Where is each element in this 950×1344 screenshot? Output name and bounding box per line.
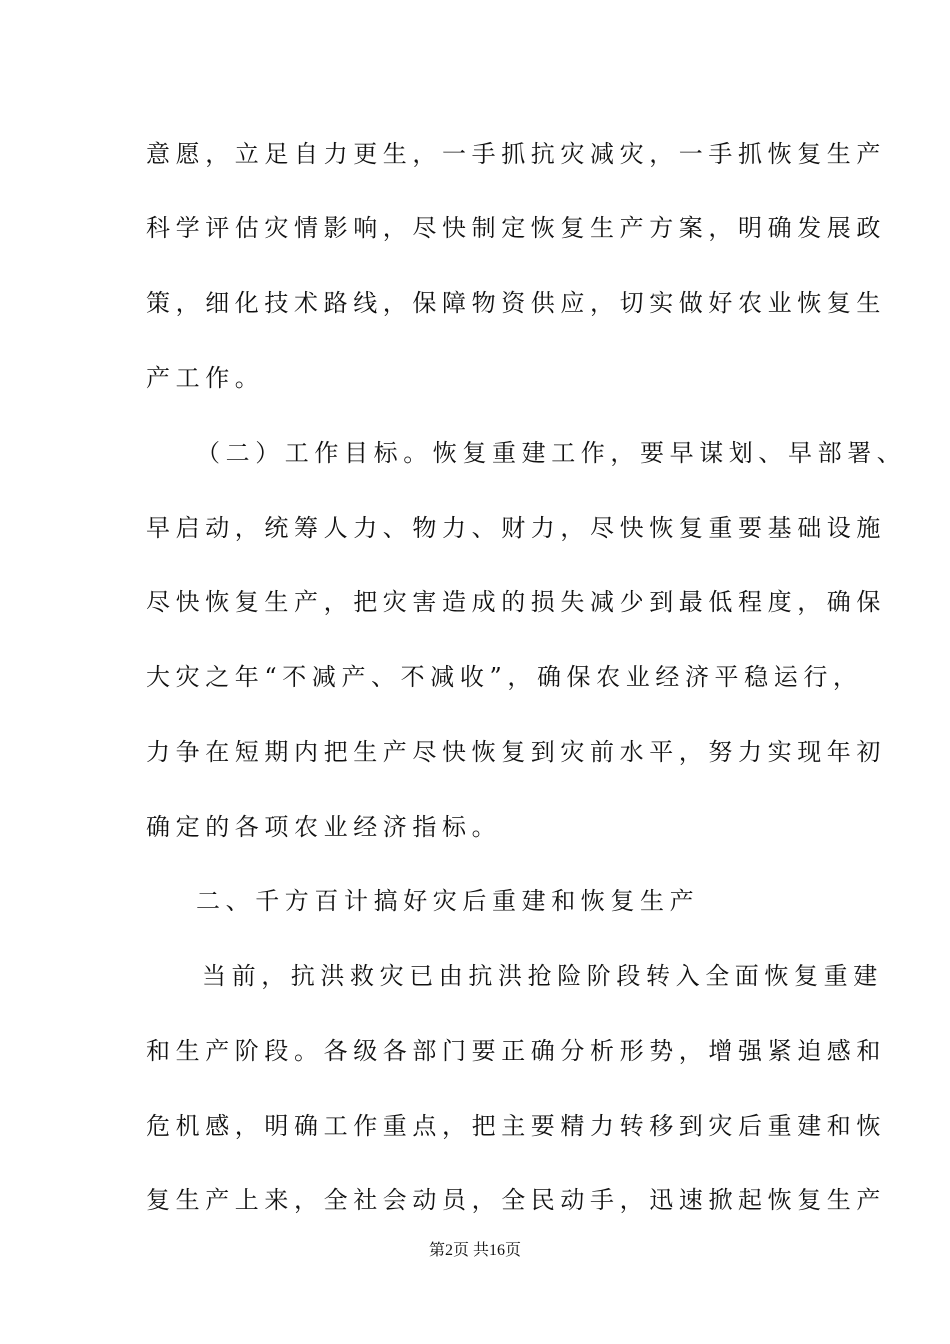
- body-line-10: 确定的各项农业经济指标。: [146, 813, 502, 841]
- body-line-7: 尽快恢复生产，把灾害造成的损失减少到最低程度，确保: [146, 588, 886, 616]
- body-line-5: （二）工作目标。恢复重建工作，要早谋划、早部署、: [196, 439, 907, 467]
- section-heading: 二、千方百计搞好灾后重建和恢复生产: [196, 887, 700, 915]
- body-line-1: 意愿，立足自力更生，一手抓抗灾减灾，一手抓恢复生产: [146, 140, 886, 168]
- body-line-15: 复生产上来，全社会动员，全民动手，迅速掀起恢复生产: [146, 1186, 886, 1214]
- body-line-13: 和生产阶段。各级各部门要正确分析形势，增强紧迫感和: [146, 1037, 886, 1065]
- body-line-8: 大灾之年“不减产、不减收”，确保农业经济平稳运行，: [146, 663, 863, 691]
- body-line-3: 策，细化技术路线，保障物资供应，切实做好农业恢复生: [146, 289, 886, 317]
- body-line-2: 科学评估灾情影响，尽快制定恢复生产方案，明确发展政: [146, 214, 886, 242]
- body-line-14: 危机感，明确工作重点，把主要精力转移到灾后重建和恢: [146, 1112, 886, 1140]
- body-line-6: 早启动，统筹人力、物力、财力，尽快恢复重要基础设施: [146, 514, 886, 542]
- body-line-9: 力争在短期内把生产尽快恢复到灾前水平，努力实现年初: [146, 738, 886, 766]
- body-line-12: 当前，抗洪救灾已由抗洪抢险阶段转入全面恢复重建: [202, 962, 883, 990]
- page-number-footer: 第2页 共16页: [428, 1242, 521, 1259]
- body-line-4: 产工作。: [146, 364, 265, 392]
